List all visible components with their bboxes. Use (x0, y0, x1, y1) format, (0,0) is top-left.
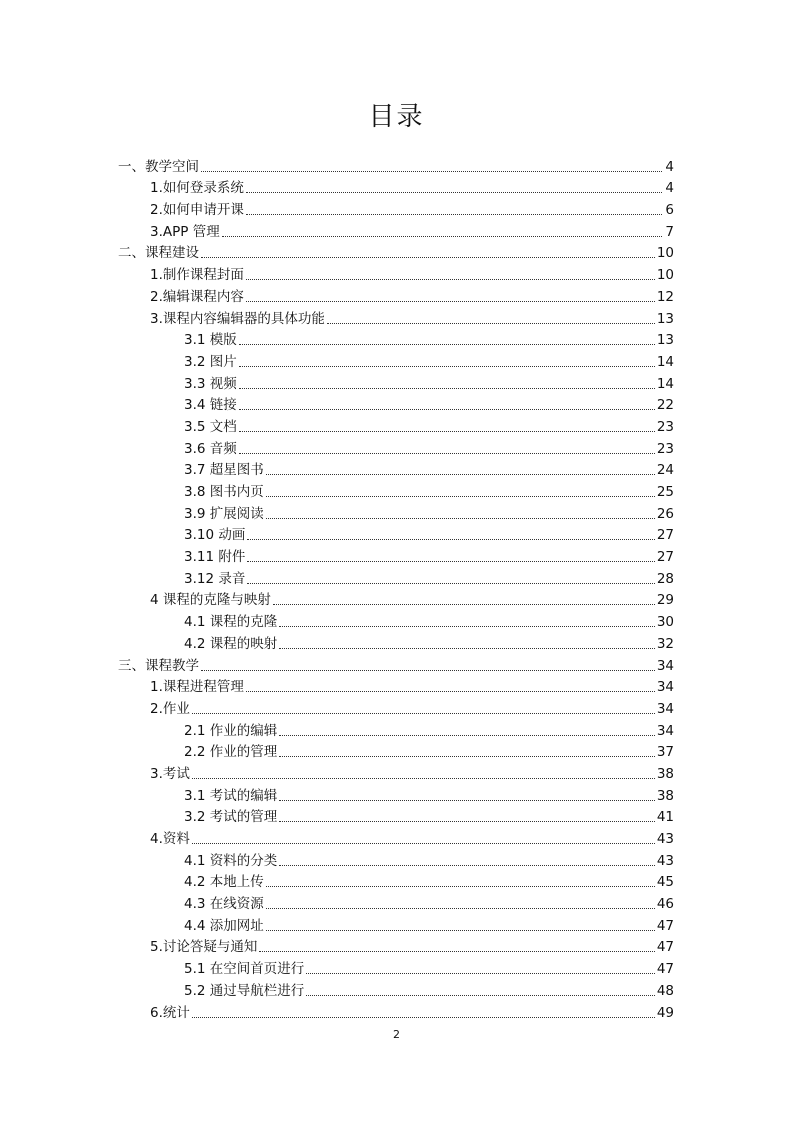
toc-entry-page[interactable]: 32 (656, 635, 674, 652)
toc-entry[interactable] (118, 284, 674, 306)
toc-entry-title[interactable]: 3.7 超星图书 (184, 462, 264, 479)
toc-entry[interactable] (118, 978, 674, 1000)
toc-entry-title[interactable]: 2.1 作业的编辑 (184, 722, 278, 739)
toc-entry-page[interactable]: 10 (656, 267, 674, 284)
dot-leader (239, 344, 655, 345)
toc-entry-title[interactable]: 3.11 附件 (184, 549, 246, 566)
toc-entry-page[interactable]: 26 (656, 505, 674, 522)
toc-entry-title[interactable]: 2.如何申请开课 (150, 202, 244, 219)
toc-entry-title[interactable]: 4.4 添加网址 (184, 917, 264, 934)
toc-entry-page[interactable]: 38 (656, 765, 674, 782)
toc-entry-title[interactable]: 2.作业 (150, 700, 190, 717)
toc-entry-page[interactable]: 4 (665, 180, 674, 197)
dot-leader (266, 474, 655, 475)
toc-entry-title[interactable]: 3.2 图片 (184, 353, 237, 370)
toc-entry-title[interactable]: 3.1 考试的编辑 (184, 787, 278, 804)
dot-leader (259, 951, 654, 952)
dot-leader (246, 301, 655, 302)
toc-entry-page[interactable]: 34 (656, 700, 674, 717)
dot-leader (201, 670, 655, 671)
toc-entry[interactable] (118, 675, 674, 697)
toc-entry[interactable] (118, 458, 674, 480)
toc-entry-page[interactable]: 23 (656, 440, 674, 457)
toc-entry[interactable] (118, 349, 674, 371)
dot-leader (279, 735, 655, 736)
toc-entry[interactable] (118, 566, 674, 588)
toc-entry[interactable] (118, 371, 674, 393)
toc-entry-page[interactable]: 43 (656, 852, 674, 869)
toc-entry[interactable] (118, 154, 674, 176)
toc-entry-title[interactable]: 3.6 音频 (184, 440, 237, 457)
toc-entry[interactable] (118, 956, 674, 978)
dot-leader (279, 800, 655, 801)
toc-entry[interactable] (118, 306, 674, 328)
toc-entry-title[interactable]: 3.4 链接 (184, 397, 237, 414)
toc-entry-title[interactable]: 3.12 录音 (184, 570, 246, 587)
toc-entry-page[interactable]: 34 (656, 657, 674, 674)
toc-entry-title[interactable]: 4 课程的克隆与映射 (150, 592, 271, 609)
toc-entry-page[interactable]: 34 (656, 679, 674, 696)
toc-entry-title[interactable]: 3.8 图书内页 (184, 484, 264, 500)
toc-entry-title[interactable]: 4.1 资料的分类 (184, 852, 278, 869)
toc-entry-title[interactable]: 3.课程内容编辑器的具体功能 (150, 310, 325, 327)
toc-entry-title[interactable]: 3.1 模版 (184, 332, 237, 349)
toc-entry-title[interactable]: 3.3 视频 (184, 375, 237, 392)
dot-leader (279, 626, 655, 627)
page-title: 目录 (368, 102, 425, 132)
dot-leader (247, 561, 654, 562)
toc-entry-page[interactable]: 47 (656, 917, 674, 934)
toc-entry[interactable] (118, 328, 674, 350)
dot-leader (279, 821, 655, 822)
toc-entry-title[interactable]: 4.2 本地上传 (184, 874, 264, 891)
dot-leader (273, 604, 655, 605)
toc-entry-title[interactable]: 3.考试 (150, 765, 190, 782)
dot-leader (306, 995, 655, 996)
toc-entry-page[interactable]: 6 (665, 202, 674, 219)
dot-leader (201, 257, 655, 258)
toc-entry-title[interactable]: 2.2 作业的管理 (184, 744, 278, 761)
dot-leader (266, 496, 655, 497)
toc-entry-page[interactable]: 14 (656, 375, 674, 392)
toc-entry[interactable] (118, 1000, 674, 1022)
toc-entry-page[interactable]: 34 (656, 722, 674, 739)
toc-entry-title[interactable]: 4.2 课程的映射 (184, 635, 278, 652)
toc-entry-title[interactable]: 4.1 课程的克隆 (184, 614, 278, 631)
toc-entry[interactable] (118, 826, 674, 848)
toc-entry[interactable] (118, 718, 674, 740)
toc-entry-page[interactable]: 47 (656, 939, 674, 956)
toc-entry-page[interactable]: 41 (656, 809, 674, 826)
table-of-contents (118, 154, 674, 1022)
dot-leader (266, 908, 655, 909)
toc-entry[interactable] (118, 740, 674, 762)
dot-leader (222, 236, 662, 237)
toc-entry[interactable] (118, 653, 674, 675)
toc-entry[interactable] (118, 436, 674, 458)
dot-leader (266, 930, 655, 931)
toc-entry-page[interactable]: 45 (656, 874, 674, 891)
toc-entry[interactable] (118, 414, 674, 436)
toc-entry[interactable] (118, 262, 674, 284)
toc-entry[interactable] (118, 761, 674, 783)
toc-entry[interactable] (118, 241, 674, 263)
toc-entry-title[interactable]: 1.如何登录系统 (150, 180, 244, 197)
toc-entry-page[interactable]: 47 (656, 961, 674, 978)
toc-entry-title[interactable]: 5.讨论答疑与通知 (150, 939, 258, 956)
dot-leader (246, 214, 662, 215)
toc-entry-page[interactable]: 38 (656, 787, 674, 804)
toc-entry-page[interactable]: 28 (656, 570, 674, 587)
toc-entry-page[interactable]: 27 (656, 527, 674, 544)
dot-leader (192, 1017, 655, 1018)
toc-entry-title[interactable]: 3.APP 管理 (150, 223, 220, 240)
dot-leader (239, 366, 655, 367)
toc-entry-title[interactable]: 4.3 在线资源 (184, 896, 264, 913)
toc-entry-title[interactable]: 1.制作课程封面 (150, 267, 244, 284)
toc-entry[interactable] (118, 913, 674, 935)
toc-entry[interactable] (118, 588, 674, 610)
toc-entry[interactable] (118, 696, 674, 718)
toc-entry-page[interactable]: 43 (656, 831, 674, 847)
dot-leader (279, 648, 655, 649)
dot-leader (239, 388, 655, 389)
toc-entry-title[interactable]: 4.资料 (150, 831, 190, 847)
toc-entry-page[interactable]: 22 (656, 397, 674, 414)
toc-entry-title[interactable]: 二、课程建设 (118, 245, 199, 262)
toc-entry[interactable] (118, 783, 674, 805)
toc-entry[interactable] (118, 393, 674, 415)
toc-entry[interactable] (118, 891, 674, 913)
toc-entry[interactable] (118, 523, 674, 545)
toc-entry[interactable] (118, 609, 674, 631)
toc-entry[interactable] (118, 870, 674, 892)
dot-leader (279, 865, 655, 866)
dot-leader (327, 323, 655, 324)
toc-entry[interactable] (118, 197, 674, 219)
toc-entry-title[interactable]: 5.1 在空间首页进行 (184, 961, 305, 978)
toc-entry-title[interactable]: 5.2 通过导航栏进行 (184, 982, 305, 999)
toc-entry-page[interactable]: 12 (656, 288, 674, 305)
dot-leader (246, 192, 662, 193)
toc-entry-title[interactable]: 3.5 文档 (184, 418, 237, 435)
toc-entry-page[interactable]: 10 (656, 245, 674, 262)
dot-leader (279, 756, 655, 757)
toc-entry-page[interactable]: 46 (656, 896, 674, 913)
toc-entry[interactable] (118, 219, 674, 241)
toc-entry[interactable] (118, 479, 674, 501)
toc-entry-page[interactable]: 49 (656, 1004, 674, 1021)
toc-entry-page[interactable]: 13 (656, 310, 674, 327)
toc-entry-title[interactable]: 3.9 扩展阅读 (184, 505, 264, 522)
toc-entry-page[interactable]: 7 (665, 223, 674, 240)
toc-entry-page[interactable]: 14 (656, 353, 674, 370)
toc-entry-page[interactable]: 30 (656, 614, 674, 631)
dot-leader (306, 973, 655, 974)
toc-entry-page[interactable]: 25 (656, 484, 674, 500)
dot-leader (246, 691, 655, 692)
toc-entry-page[interactable]: 37 (656, 744, 674, 761)
toc-entry[interactable] (118, 805, 674, 827)
toc-entry-title[interactable]: 1.课程进程管理 (150, 679, 244, 696)
dot-leader (239, 453, 655, 454)
dot-leader (266, 518, 655, 519)
dot-leader (192, 713, 655, 714)
toc-entry-page[interactable]: 48 (656, 982, 674, 999)
toc-entry[interactable] (118, 935, 674, 957)
dot-leader (266, 886, 655, 887)
toc-entry[interactable] (118, 501, 674, 523)
toc-entry[interactable] (118, 176, 674, 198)
toc-entry[interactable] (118, 544, 674, 566)
toc-entry-page[interactable]: 24 (656, 462, 674, 479)
dot-leader (201, 171, 662, 172)
page-number: 2 (393, 1028, 400, 1041)
toc-entry-title[interactable]: 3.10 动画 (184, 527, 246, 544)
dot-leader (246, 279, 655, 280)
toc-entry-title[interactable]: 2.编辑课程内容 (150, 288, 244, 305)
toc-entry[interactable] (118, 848, 674, 870)
toc-entry-page[interactable]: 23 (656, 418, 674, 435)
toc-entry-page[interactable]: 27 (656, 549, 674, 566)
toc-entry-title[interactable]: 3.2 考试的管理 (184, 809, 278, 826)
dot-leader (192, 843, 655, 844)
toc-entry-title[interactable]: 一、教学空间 (118, 158, 199, 175)
dot-leader (239, 431, 655, 432)
toc-entry-page[interactable]: 29 (656, 592, 674, 609)
dot-leader (247, 583, 654, 584)
toc-entry-title[interactable]: 6.统计 (150, 1004, 190, 1021)
toc-entry-page[interactable]: 4 (665, 158, 674, 175)
toc-entry-title[interactable]: 三、课程教学 (118, 657, 199, 674)
dot-leader (239, 409, 655, 410)
dot-leader (192, 778, 655, 779)
dot-leader (247, 539, 654, 540)
toc-entry[interactable] (118, 631, 674, 653)
toc-entry-page[interactable]: 13 (656, 332, 674, 349)
